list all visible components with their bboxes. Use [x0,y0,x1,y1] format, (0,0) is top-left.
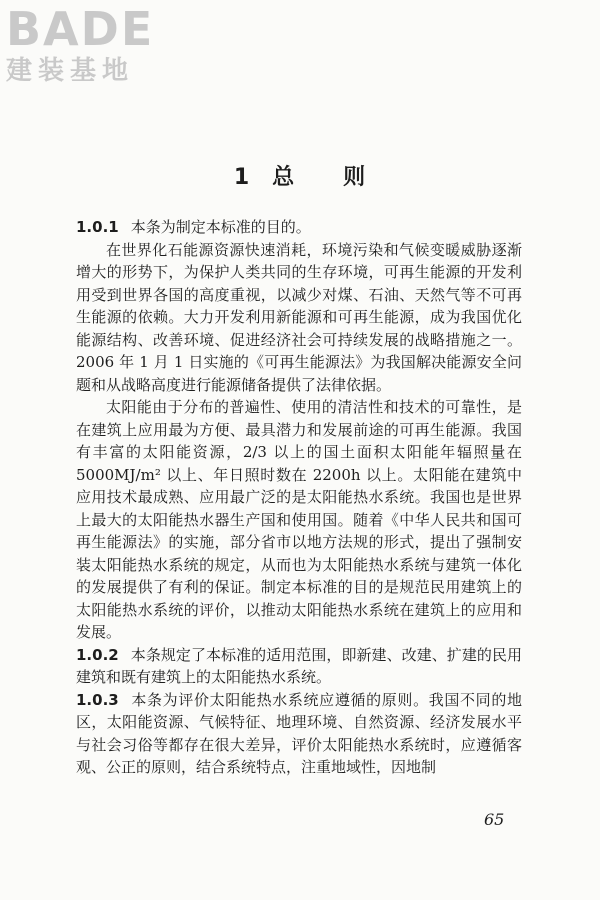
clause-number: 1.0.1 [76,218,119,236]
clause-1-0-3 [76,689,522,779]
clause-text: 本条规定了本标准的适用范围，即新建、改建、扩建的民用建筑和既有建筑上的太阳能热水系统。 [76,645,522,686]
chapter-number: 1 [233,165,251,190]
logo-wordmark: BADE [6,2,155,56]
bade-logo [6,4,176,86]
chapter-title-char-1: 总 [272,165,296,190]
chapter-title-char-2: 则 [343,165,367,190]
clause-text: 本条为评价太阳能热水系统应遵循的原则。我国不同的地区，太阳能资源、气候特征、地理环境、自然资源、经济发展水平与社会习俗等都存在很大差异，评价太阳能热水系统时，应遵循客观、公正的原则，结合系统特点，注重地域性，因地制 [76,690,522,776]
clause-text: 本条为制定本标准的目的。 [130,218,311,236]
page-number: 65 [484,810,505,829]
body-text [76,216,522,779]
paragraph: 在世界化石能源资源快速消耗，环境污染和气候变暖威胁逐渐增大的形势下，为保护人类共同的生存环境，可再生能源的开发利用受到世界各国的高度重视，以减少对煤、石油、天然气等不可再生能源的依赖。大力开发利用新能源和可再生能源，成为我国优化能源结构、改善环境、促进经济社会可持续发展的战略措施之一。2006 年 1 月 1 日实施的《可再生能源法》为我国解决能源安全问题和从战略高度进行能源储备提供了法律依据。 [76,240,522,394]
chapter-title [0,160,600,191]
paragraph: 太阳能由于分布的普遍性、使用的清洁性和技术的可靠性，是在建筑上应用最为方便、最具潜力和发展前途的可再生能源。我国有丰富的太阳能资源，2/3 以上的国土面积太阳能年辐照量在 5000MJ/m² 以上、年日照时数在 2200h 以上。太阳能在建筑中应用技术最成熟、应用最广泛的是太阳能热水系统。我国也是世界上最大的太阳能热水器生产国和使用国。随着《中华人民共和国可再生能源法》的实施，部分省市以地方法规的形式，提出了强制安装太阳能热水系统的规定，从而也为太阳能热水系统与建筑一体化的发展提供了有利的保证。制定本标准的目的是规范民用建筑上的太阳能热水系统的评价，以推动太阳能热水系统在建筑上的应用和发展。 [76,398,522,641]
logo-subtitle: 建装基地 [6,56,135,86]
clause-number: 1.0.3 [76,690,119,709]
clause-1-0-1 [76,216,522,239]
clause-1-0-2 [76,644,522,689]
clause-number: 1.0.2 [76,645,119,664]
